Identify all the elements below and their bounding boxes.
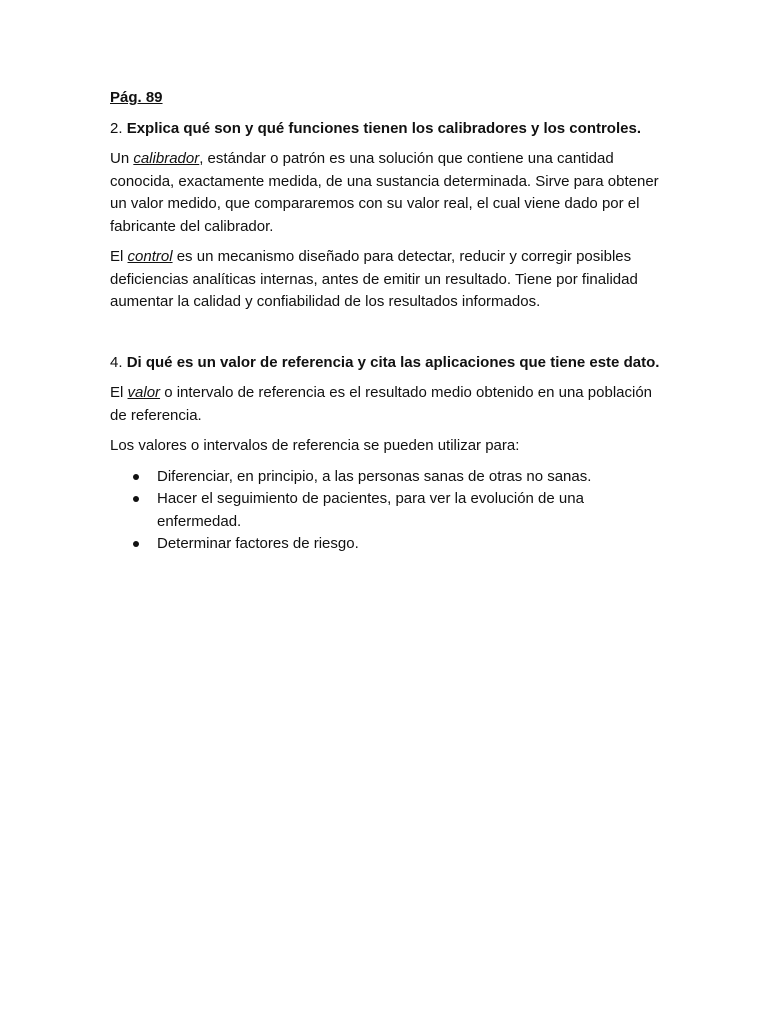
calibrador-term: calibrador: [133, 150, 200, 167]
calibrador-paragraph-rest: , estándar o patrón es una solución que contiene una cantidad conocida, exactamente medida, de una sustancia determinada. Sirve para obtener un valor medido, que compararemos con su valor real, el cual viene dado por el fabricante del calibrador.: [110, 150, 659, 235]
question-2-heading: [110, 118, 670, 141]
uses-list: [110, 466, 670, 556]
valor-paragraph-start: El: [110, 384, 128, 401]
uses-list-item: Diferenciar, en principio, a las personas sanas de otras no sanas.: [110, 466, 670, 489]
uses-list-item: Determinar factores de riesgo.: [110, 533, 670, 556]
page-number: Pág. 89: [110, 89, 163, 106]
question-2-title: Explica qué son y qué funciones tienen los calibradores y los controles.: [126, 119, 641, 137]
control-paragraph: [110, 246, 670, 314]
uses-list-item: Hacer el seguimiento de pacientes, para ver la evolución de una enfermedad.: [110, 488, 670, 533]
calibrador-paragraph: [110, 148, 670, 238]
control-paragraph-rest: es un mecanismo diseñado para detectar, reducir y corregir posibles deficiencias analíticas internas, antes de emitir un resultado. Tiene por finalidad aumentar la calidad y confiabilidad de los resultados informados.: [110, 248, 638, 310]
valor-paragraph-rest: o intervalo de referencia es el resultado medio obtenido en una población de referencia.: [110, 384, 653, 424]
question-2-number: 2.: [110, 119, 123, 137]
question-4-heading: [110, 352, 670, 375]
calibrador-paragraph-start: Un: [110, 150, 134, 167]
valor-term: valor: [127, 384, 161, 401]
section-spacer: [110, 322, 670, 352]
document-page: [110, 87, 670, 556]
valor-paragraph: [110, 382, 670, 427]
control-paragraph-start: El: [110, 248, 128, 265]
control-term: control: [127, 248, 173, 265]
uses-intro-paragraph: Los valores o intervalos de referencia se pueden utilizar para:: [110, 437, 520, 454]
question-4-number: 4.: [110, 353, 123, 371]
question-4-title: Di qué es un valor de referencia y cita las aplicaciones que tiene este dato.: [126, 353, 660, 371]
